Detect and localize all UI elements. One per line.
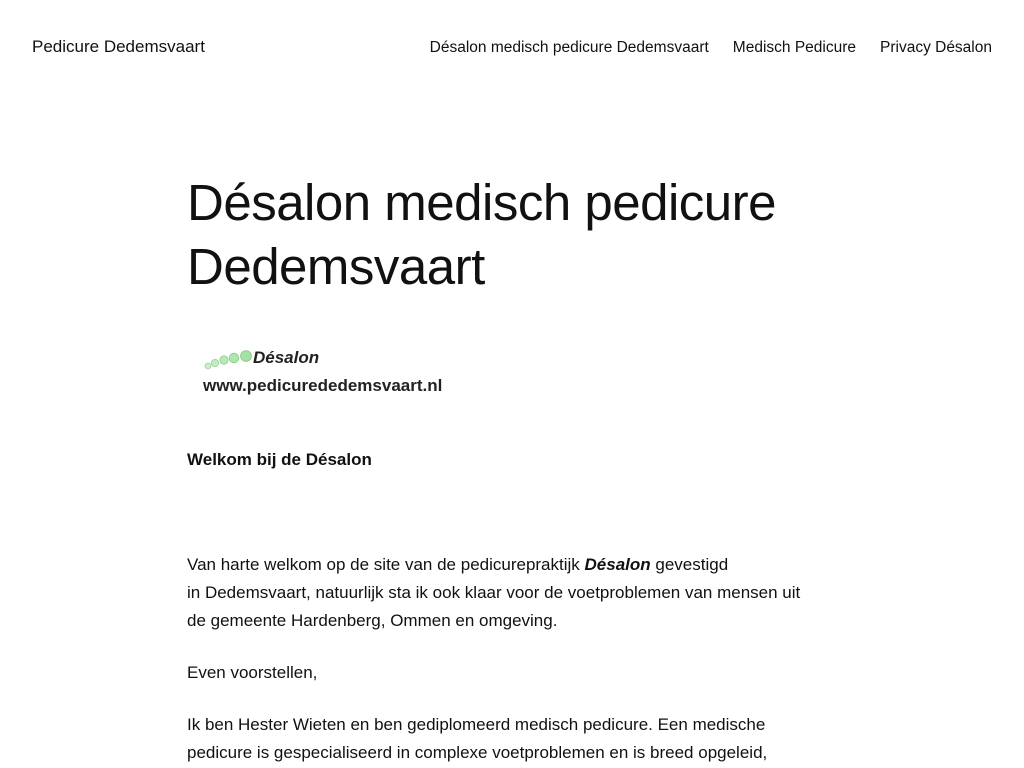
about-text-line1: Ik ben Hester Wieten en ben gediplomeerd medisch pedicure. Een medische — [187, 715, 766, 734]
desalon-logo — [203, 346, 465, 400]
intro-text-line1-end: gevestigd — [650, 555, 729, 574]
page-title-line-2: Dedemsvaart — [187, 238, 485, 295]
intro-paragraph — [187, 551, 837, 635]
site-title-link[interactable]: Pedicure Dedemsvaart — [32, 37, 205, 56]
primary-navigation — [430, 39, 992, 57]
bubbles-logo-icon — [203, 346, 253, 372]
about-text-line2: pedicure is gespecialiseerd in complexe voetproblemen en is breed opgeleid, — [187, 743, 768, 762]
intro-text-line2: in Dedemsvaart, natuurlijk sta ik ook klaar voor de voetproblemen van mensen uit — [187, 583, 801, 602]
introduce-paragraph: Even voorstellen, — [187, 663, 318, 682]
intro-text-line3: de gemeente Hardenberg, Ommen en omgeving. — [187, 611, 558, 630]
page-title — [187, 171, 837, 299]
welcome-heading: Welkom bij de Désalon — [187, 450, 372, 469]
nav-item-desalon-medisch-pedicure[interactable]: Désalon medisch pedicure Dedemsvaart — [429, 39, 709, 56]
page-title-line-1: Désalon medisch pedicure — [187, 174, 776, 231]
logo-brand-name: Désalon — [253, 348, 320, 367]
nav-item-privacy[interactable]: Privacy Désalon — [880, 39, 992, 56]
intro-emphasis: Désalon — [584, 555, 651, 574]
nav-item-medisch-pedicure[interactable]: Medisch Pedicure — [732, 39, 856, 56]
intro-text-start: Van harte welkom op de site van de pedicurepraktijk — [187, 555, 585, 574]
about-paragraph — [187, 711, 837, 767]
logo-url-text: www.pedicurededemsvaart.nl — [203, 376, 443, 395]
site-header — [0, 0, 1024, 96]
